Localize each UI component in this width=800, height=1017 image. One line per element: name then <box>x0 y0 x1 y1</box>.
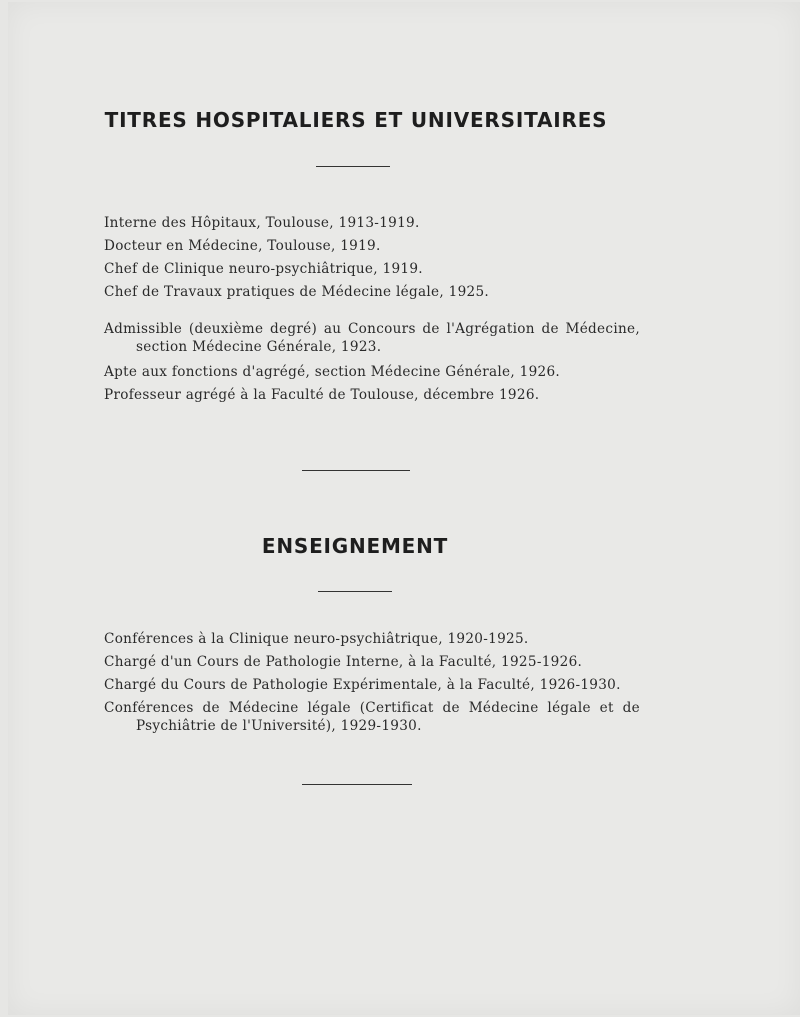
list-item: Conférences à la Clinique neuro-psychiâtrique, 1920-1925. <box>104 631 529 647</box>
list-item: Professeur agrégé à la Faculté de Toulouse, décembre 1926. <box>104 387 540 403</box>
titres-list-2 <box>104 318 640 407</box>
list-item: Apte aux fonctions d'agrégé, section Médecine Générale, 1926. <box>104 364 561 380</box>
list-item: Chef de Travaux pratiques de Médecine légale, 1925. <box>104 284 490 300</box>
section-title-enseignement: ENSEIGNEMENT <box>261 534 449 558</box>
list-item: Admissible (deuxième degré) au Concours de l'Agrégation de Médecine, section Médecine Générale, 1923. <box>104 321 640 355</box>
list-item: Interne des Hôpitaux, Toulouse, 1913-1919. <box>104 215 420 231</box>
title-rule <box>316 166 390 167</box>
enseignement-list <box>104 628 640 740</box>
titres-list-1 <box>104 212 640 304</box>
list-item: Docteur en Médecine, Toulouse, 1919. <box>104 238 381 254</box>
section-divider <box>302 784 412 785</box>
list-item: Chargé d'un Cours de Pathologie Interne, à la Faculté, 1925-1926. <box>104 654 583 670</box>
list-item: Chef de Clinique neuro-psychiâtrique, 1919. <box>104 261 423 277</box>
list-item: Chargé du Cours de Pathologie Expérimentale, à la Faculté, 1926-1930. <box>104 677 621 693</box>
page-sheet <box>8 2 800 1015</box>
section-title-titres: TITRES HOSPITALIERS ET UNIVERSITAIRES <box>104 108 608 132</box>
title-rule <box>318 591 392 592</box>
section-divider <box>302 470 410 471</box>
list-item: Conférences de Médecine légale (Certificat de Médecine légale et de Psychiâtrie de l'Université), 1929-1930. <box>104 700 640 734</box>
